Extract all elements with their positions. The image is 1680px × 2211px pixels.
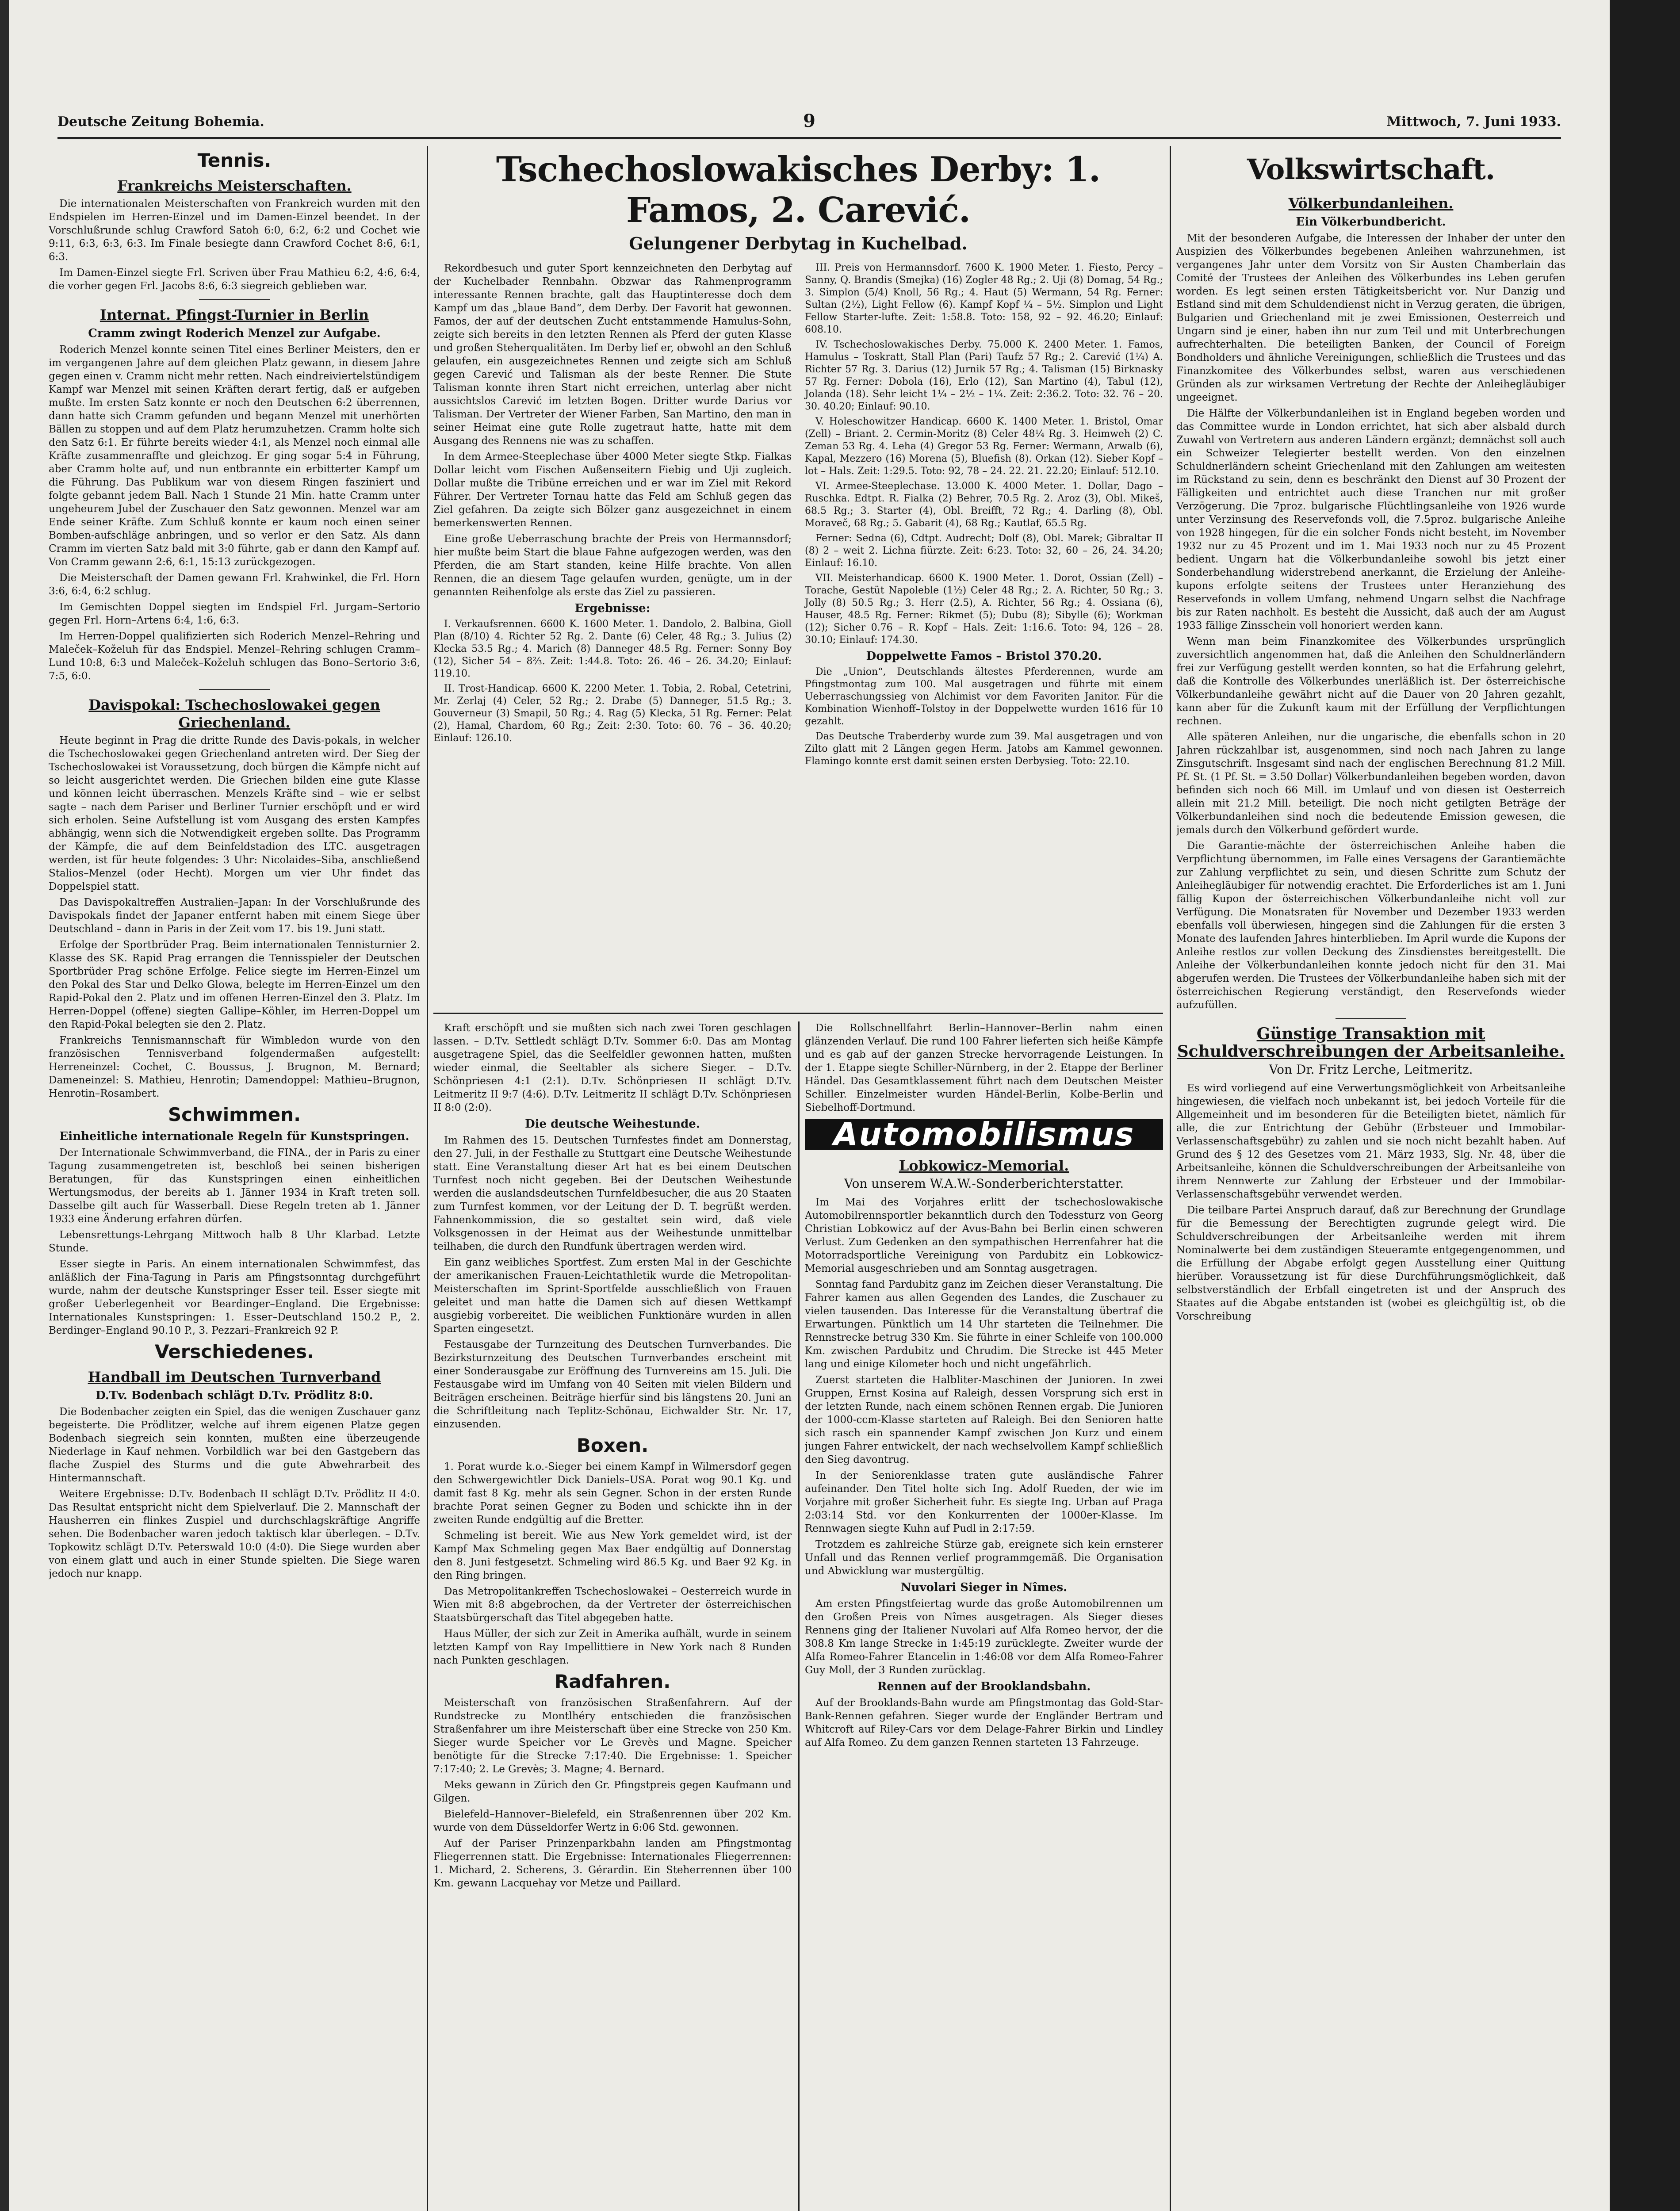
- column-sport-tennis: [49, 146, 420, 2211]
- race-result: IV. Tschechoslowakisches Derby. 75.000 K. 2400 Meter. 1. Famos, Hamulus – Toskratt, Stall Plan (Pari) Taufz 57 Rg.; 2. Carević (1¼) A. Richter 57 Rg. 3. Darius (12) Jurnik 57 Rg.; 4. Talisman (15) Birknasky 57 Rg. Ferner: Dobola (16), Erlo (12), San Martino (4), Tabul (12), Jolanda (18). Sehr leicht 1¼ – 2½ – 1¼. Zeit: 2:36.2. Toto: 32. 76 – 20. 30. 40.20; Einlauf: 90.10.: [805, 339, 1163, 412]
- article-paragraph: Die Rollschnellfahrt Berlin–Hannover–Berlin nahm einen glänzenden Verlauf. Die rund 100 Fahrer lieferten sich heiße Kämpfe und es gab auf der ganzen Strecke hervorragende Leistungen. In der 1. Etappe siegte Schiller-Nürnberg, in der 2. Etappe der Berliner Händel. Das Gesamtklassement führt nach dem Deutschen Meister Schiller. Einzelmeister wurden Händel-Berlin, Kolbe-Berlin und Siebelhoff-Dortmund.: [805, 1022, 1163, 1113]
- section-swimming-heading: Schwimmen.: [168, 1104, 301, 1125]
- article-paragraph: Im Mai des Vorjahres erlitt der tschechoslowakische Automobilrennsportler bekanntlich durch den Todessturz von Georg Christian Lobkowicz auf der Avus-Bahn bei Berlin einen schweren Verlust. Zum Gedenken an den sympathischen Herrenfahrer hat die Motorradsportliche Vereinigung von Pardubitz ein Lobkowicz-Memorial ausgeschrieben und am Sonntag ausgetragen.: [805, 1197, 1163, 1274]
- league-loans-heading: Völkerbundanleihen.: [1288, 195, 1454, 212]
- tennis-france-heading: Frankreichs Meisterschaften.: [117, 177, 352, 194]
- derby-headline: Tschechoslowakisches Derby: 1. Famos, 2. Carević.: [496, 149, 1101, 230]
- column-motorsport: [805, 1021, 1163, 2211]
- article-paragraph: In der Seniorenklasse traten gute ausländische Fahrer aufeinander. Den Titel holte sich Ing. Adolf Rueden, der wie im Vorjahre mit großer Sicherheit fuhr. Es siegte Ing. Urban auf Praga 2:03:14 Std. vor den Konkurrenten der 1000er-Klasse. Im Rennwagen siegte Kuhn auf Pudl in 2:17:59.: [805, 1470, 1163, 1534]
- nuvolari-heading: Nuvolari Sieger in Nîmes.: [900, 1581, 1068, 1594]
- article-paragraph: Rekordbesuch und guter Sport kennzeichneten den Derbytag auf der Kuchelbader Rennbahn. Obzwar das Rahmenprogramm interessante Rennen brachte, galt das Hauptinteresse doch dem Kampf um das „blaue Band“, dem Derby. Der Favorit hat gewonnen. Famos, der auf der deutschen Zucht entstammende Hamulus-Sohn, zeigte sich bereits in den letzten Rennen als Pferd der guten Klasse und großen Steherqualitäten. Im Derby lief er, obwohl an den Schluß gelaufen, ein ausgezeichnetes Rennen und zeigte sich am Schluß gegen Carević und Talisman als der beste Renner. Die Stute Talisman konnte ihren Start nicht erreichen, unterlag aber nicht aussichtslos Carević im letzten Bogen. Dritter wurde Darius vor Talisman. Der Vertreter der Wiener Farben, San Martino, den man in seiner Heimat eine gute Rolle zugetraut hatte, hatte mit dem Ausgang des Rennens nie was zu schaffen.: [433, 263, 792, 447]
- article-paragraph: Die Hälfte der Völkerbundanleihen ist in England begeben worden und das Committee wurde in London errichtet, hat sich aber alsbald durch Zuwahl von Vertretern aus anderen Ländern ergänzt; demnächst soll auch ein Schweizer Telegierter bestellt werden. Von den einzelnen Schuldnerländern scheint Griechenland mit den Zahlungen am weitesten im Rückstand zu sein, denn es beschränkt den Dienst auf 30 Prozent der Fälligkeiten und entrichtet auch diese Tranchen nur mit großer Verzögerung. Die 7proz. bulgarische Flüchtlingsanleihe von 1926 wurde unter Verzinsung des Reservefonds voll, die 7.5proz. bulgarische Anleihe von 1928 hingegen, für die ein solcher Fonds nicht besteht, im November 1932 nur zu 45 Prozent und im 1. Mai 1933 noch nur zu 45 Prozent bedient. Ungarn hat die Völkerbundanleihe sowohl bis jetzt einer Sonderbehandlung widerstrebend anerkannt, die Erzielung der Anleihe-kupons erfolgte seitens der Trustees unter Heranziehung des Reservefonds in vollem Umfang, nehmend Ungarn selbst die Nachfrage bis zur Raten nachholt. Es besteht die Aussicht, daß auch der am August 1933 fällige Zinsschein voll honoriert werden kann.: [1176, 408, 1565, 631]
- article-paragraph: Bielefeld–Hannover–Bielefeld, ein Straßenrennen über 202 Km. wurde von dem Düsseldorfer Wertz in 6:06 Std. gewonnen.: [433, 1809, 792, 1833]
- author-byline: Von Dr. Fritz Lerche, Leitmeritz.: [1269, 1062, 1473, 1077]
- derby-left-column: [433, 262, 792, 770]
- automobilismus-banner: Automobilismus: [805, 1119, 1163, 1150]
- article-paragraph: Die teilbare Partei Anspruch darauf, daß zur Berechnung der Grundlage für die Bemessung der Berechtigten zugrunde gelegt wird. Die Schuldverschreibungen der Arbeitsanleihe werden mit ihrem Nominalwerte bei dem zuständigen Steueramte entgegengenommen, und die Erfüllung der Abgabe erfolgt gegen Ausstellung einer Quittung hierüber. Voraussetzung ist für diese Durchführungsmöglichkeit, daß selbstverständlich der Erbfall eingetreten ist und der Anspruch des Staates auf die Abgabe entstanden ist (wobei es gleichgültig ist, ob die Vorschreibung: [1176, 1205, 1565, 1322]
- derby-article: [433, 146, 1163, 1013]
- league-report-subheading: Ein Völkerbundbericht.: [1296, 215, 1446, 229]
- divider: [199, 689, 270, 690]
- lobkowicz-heading: Lobkowicz-Memorial.: [899, 1157, 1069, 1174]
- section-misc-heading: Verschiedenes.: [155, 1341, 314, 1362]
- article-paragraph: Die internationalen Meisterschaften von Frankreich wurden mit den Endspielen im Herren-Einzel und im Damen-Einzel beendet. In der Vorschlußrunde schlug Crawford Satoh 6:0, 6:2, 6:2 und Cochet wie 9:11, 6:3, 6:3, 6:3. Im Finale besiegte dann Crawford Cochet 8:6, 6:1, 6:3.: [49, 198, 420, 263]
- brooklands-heading: Rennen auf der Brooklandsbahn.: [877, 1680, 1091, 1693]
- article-paragraph: Schmeling ist bereit. Wie aus New York gemeldet wird, ist der Kampf Max Schmeling gegen Max Baer endgültig auf Donnerstag den 8. Juni festgesetzt. Schmeling wird 86.5 Kg. und Baer 92 Kg. in den Ring bringen.: [433, 1530, 792, 1581]
- column-rule: [1170, 146, 1171, 2211]
- article-paragraph: Die Bodenbacher zeigten ein Spiel, das die wenigen Zuschauer ganz begeisterte. Die Prödlitzer, welche auf ihrem eigenen Platze gegen Bodenbach siegreich sein konnten, mußten eine überzeugende Niederlage in Kauf nehmen. Vorbildlich war bei den Gastgebern das flache Zuspiel des Sturms und die gute Abwehrarbeit des Hintermannschaft.: [49, 1406, 420, 1484]
- race-result: III. Preis von Hermannsdorf. 7600 K. 1900 Meter. 1. Fiesto, Percy – Sanny, Q. Brandis (Smejka) (16) Zogler 48 Rg.; 2. Uji (8) Domag, 54 Rg.; 3. Simplon (5/4) Knoll, 56 Rg.; 4. Haut (5) Wermann, 54 Rg. Ferner: Sultan (2½), Light Fellow (6). Kampf Kopf ¼ – 5½. Simplon und Light Fellow Starter-lufte. Zeit: 1:58.8. Toto: 158, 92 – 92. 46.20; Einlauf: 608.10.: [805, 262, 1163, 335]
- article-paragraph: Ein ganz weibliches Sportfest. Zum ersten Mal in der Geschichte der amerikanischen Frauen-Leichtathletik wurde die Metropolitan-Meisterschaften im Sprint-Sportfelde ausschließlich von Frauen geleitet und man hatte die Damen sich auf diesen Wettkampf ausgiebig vorbereitet. Die weiblichen Funktionäre wurden in allen Sparten eingesetzt.: [433, 1257, 792, 1335]
- section-boxing-heading: Boxen.: [576, 1434, 649, 1456]
- race-result: VII. Meisterhandicap. 6600 K. 1900 Meter. 1. Dorot, Ossian (Zell) – Torache, Gestüt Napoleble (1½) Celer 48 Rg.; 2. A. Richter, 50 Rg.; 3. Jolly (8) 50.5 Rg.; 3. Herr (2.5), A. Richter, 56 Rg.; 4. Ossiana (6), Hauser, 48.5 Rg. Ferner: Rikmet (5); Dubu (8); Sibylle (6); Workman (12); Sicher 0.76 – R. Kopf – Hals. Zeit: 1:16.6. Toto: 94, 126 – 28. 30.10; Einlauf: 174.30.: [805, 573, 1163, 646]
- article-paragraph: Alle späteren Anleihen, nur die ungarische, die ebenfalls schon in 20 Jahren rückzahlbar ist, ausgenommen, sind noch nach Jahren zu lange Zinsgutschrift. Insgesamt sind nach der englischen Berechnung 81.2 Mill. Pf. St. (1 Pf. St. = 3.50 Dollar) Völkerbundanleihen begeben worden, davon befinden sich noch 66 Mill. im Umlauf und von diesen ist Oesterreich allein mit 21.2 Mill. beteiligt. Die noch nicht getilgten Beträge der Völkerbundanleihen sind noch die bedeutende Emission gewesen, die jemals durch den Völkerbund gefördert wurde.: [1176, 731, 1565, 836]
- article-paragraph: Auf der Brooklands-Bahn wurde am Pfingstmontag das Gold-Star-Bank-Rennen gefahren. Sieger wurde der Engländer Bertram und Whitcroft auf Riley-Cars vor dem Delage-Fahrer Birkin und Lindley auf Alfa Romeo. Zu dem ganzen Rennen starteten 13 Fahrzeuge.: [805, 1697, 1163, 1748]
- scan-right-edge: [1610, 0, 1680, 2211]
- article-paragraph: Haus Müller, der sich zur Zeit in Amerika aufhält, wurde in seinem letzten Kampf von Ray Impellittiere in New York nach 8 Runden nach Punkten geschlagen.: [433, 1628, 792, 1666]
- economy-section-heading: Volkswirtschaft.: [1247, 153, 1495, 186]
- article-paragraph: Festausgabe der Turnzeitung des Deutschen Turnverbandes. Die Bezirksturnzeitung des Deutschen Turnverbandes erscheint mit einer Sonderausgabe zur Eröffnung des Turnvereins am 15. Juli. Die Festausgabe wird im Umfang von 40 Seiten mit vielen Bildern und Beiträgen erscheinen. Beiträge hierfür sind bis längstens 20. Juni an die Schriftleitung nach Teplitz-Schönau, Eichwalder Str. Nr. 17, einzusenden.: [433, 1339, 792, 1430]
- divider: [1336, 1018, 1406, 1019]
- race-result: VI. Armee-Steeplechase. 13.000 K. 4000 Meter. 1. Dollar, Dago – Ruschka. Edtpt. R. Fialka (2) Behrer, 70.5 Rg. 2. Aroz (3), Obl. Mikeš, 68.5 Rg.; 3. Starter (4), Obl. Breifft, 72 Rg.; 4. Darling (8), Obl. Moraveč, 68 Rg.; 5. Gabarit (4), 68 Rg.; Kautlaf, 65.5 Rg.: [805, 481, 1163, 529]
- article-paragraph: Die Meisterschaft der Damen gewann Frl. Krahwinkel, die Frl. Horn 3:6, 6:4, 6:2 schlug.: [49, 572, 420, 597]
- berlin-subheading: Cramm zwingt Roderich Menzel zur Aufgabe.: [88, 327, 381, 340]
- article-paragraph: Eine große Ueberraschung brachte der Preis von Hermannsdorf; hier mußte beim Start die blaue Fahne aufgezogen werden, was den Pferden, die am Start standen, keine Hilfe brachte. Von allen Rennen, die an diesem Tage gelaufen wurden, genügte, um in der genannten Reihenfolge als erste das Ziel zu passieren.: [433, 533, 792, 598]
- scan-left-edge: [0, 0, 9, 2211]
- weihestunde-heading: Die deutsche Weihestunde.: [525, 1117, 700, 1131]
- section-cycling-heading: Radfahren.: [554, 1671, 671, 1692]
- article-paragraph: Das Deutsche Traberderby wurde zum 39. Mal ausgetragen und von Zilto glatt mit 2 Längen gegen Herm. Jatobs am Kammel gewonnen. Flamingo konnte erst damit seinen ersten Derbysieg. Toto: 22.10.: [805, 731, 1163, 767]
- race-result: II. Trost-Handicap. 6600 K. 2200 Meter. 1. Tobia, 2. Robal, Cetetrini, Mr. Zerlaj (4) Celer, 52 Rg.; 2. Drabe (5) Danneger, 51.5 Rg.; 3. Gouverneur (3) Smapil, 50 Rg.; 4. Rag (5) Klecka, 51 Rg. Ferner: Pelat (2), Hamal, Chardom, 60 Rg.; Zeit: 2:30. Toto: 60. 76 – 36. 40.20; Einlauf: 126.10.: [433, 683, 792, 744]
- article-paragraph: Weitere Ergebnisse: D.Tv. Bodenbach II schlägt D.Tv. Prödlitz II 4:0. Das Resultat entspricht nicht dem Spielverlauf. Die 2. Mannschaft der Hausherren ein flinkes Zuspiel und durchschlagskräftige Angriffe sehen. Die Bodenbacher waren jedoch taktisch klar überlegen. – D.Tv. Topkowitz schlägt D.Tv. Peterswald 10:0 (4:0). Die Siege wurden aber von einem glatt und auch in einer Stunde spielten. Die Siege waren jedoch nur knapp.: [49, 1488, 420, 1580]
- handball-subheading: D.Tv. Bodenbach schlägt D.Tv. Prödlitz 8:0.: [96, 1389, 373, 1402]
- article-paragraph: Erfolge der Sportbrüder Prag. Beim internationalen Tennisturnier 2. Klasse des SK. Rapid Prag errangen die Tennisspieler der Deutschen Sportbrüder Prag schöne Erfolge. Felice siegte im Herren-Einzel um den Pokal des Star und Delko Glowa, belegte im Herren-Einzel um den Rapid-Pokal den 2. Platz und im offenen Herren-Einzel den 3. Platz. Im Herren-Doppel (offene) siegten Gallipe–Köhler, im Herren-Doppel um den Rapid-Pokal belegten sie den 2. Platz.: [49, 939, 420, 1030]
- correspondent-byline: Von unserem W.A.W.-Sonderberichterstatter.: [844, 1176, 1124, 1191]
- article-paragraph: Sonntag fand Pardubitz ganz im Zeichen dieser Veranstaltung. Die Fahrer kamen aus allen Gegenden des Landes, die Zuschauer zu vielen tausenden. Das Interesse für die Veranstaltung übertraf die Erwartungen. Pünktlich um 14 Uhr starteten die Teilnehmer. Die Rennstrecke betrug 330 Km. Sie führte in einer Schleife von 100.000 Km. zwischen Pardubitz und Chrudim. Die Strecke ist 445 Meter lang und einige Kilometer hoch und nicht ungefährlich.: [805, 1279, 1163, 1370]
- article-paragraph: Auf der Pariser Prinzenparkbahn landen am Pfingstmontag Fliegerrennen statt. Die Ergebnisse: Internationales Fliegerrennen: 1. Michard, 2. Scherens, 3. Gérardin. Ein Steherrennen über 100 Km. gewann Lacquehay vor Metze und Paillard.: [433, 1838, 792, 1889]
- article-paragraph: Die „Union“, Deutschlands ältestes Pferderennen, wurde am Pfingstmontag zum 100. Mal ausgetragen und führte mit einem Ueberraschungssieg von Alchimist vor dem Favoriten Janitor. Für die Kombination Wienhoff–Tolstoy in der Doppelwette wurden 1616 für 10 gezahlt.: [805, 666, 1163, 727]
- section-rule: [433, 1013, 1163, 1014]
- berlin-tournament-heading: Internat. Pfingst-Turnier in Berlin: [99, 306, 369, 323]
- article-paragraph: Zuerst starteten die Halbliter-Maschinen der Junioren. In zwei Gruppen, Ernst Kosina auf Raleigh, dessen Vorsprung sich erst in der letzten Runde, nach einem schönen Rennen ergab. Die Junioren der 1000-ccm-Klasse starteten auf Raleigh. Bei den Senioren hatte sich rasch ein spannender Kampf zwischen Jon Kurz und einem jungen Fahrer entwickelt, der nach wechselvollem Kampf schließlich den Sieg davontrug.: [805, 1374, 1163, 1465]
- derby-right-column: [805, 262, 1163, 770]
- article-paragraph: Am ersten Pfingstfeiertag wurde das große Automobilrennen um den Großen Preis von Nîmes ausgetragen. Als Sieger dieses Rennens ging der Italiener Nuvolari auf Alfa Romeo hervor, der die 308.8 Km lange Strecke in 1:45:19 zurücklegte. Zweiter wurde der Alfa Romeo-Fahrer Etancelin in 1:46:08 vor dem Alfa Romeo-Fahrer Guy Moll, der 3 Runden zurücklag.: [805, 1598, 1163, 1676]
- article-paragraph: Im Herren-Doppel qualifizierten sich Roderich Menzel–Rehring und Maleček–Koželuh für das Endspiel. Menzel–Rehring schlugen Cramm–Lund 10:8, 6:3 und Maleček–Koželuh schlugen das Bono–Sertorio 3:6, 7:5, 6:0.: [49, 631, 420, 682]
- article-paragraph: 1. Porat wurde k.o.-Sieger bei einem Kampf in Wilmersdorf gegen den Schwergewichtler Dick Daniels–USA. Porat wog 90.1 Kg. und damit fast 8 Kg. mehr als sein Gegner. Schon in der ersten Runde brachte Porat seinen Gegner zu Boden und schickte ihn in der zweiten Runde endgültig auf die Bretter.: [433, 1461, 792, 1526]
- article-paragraph: Kraft erschöpft und sie mußten sich nach zwei Toren geschlagen lassen. – D.Tv. Settledt schlägt D.Tv. Sommer 6:0. Das am Montag ausgetragene Spiel, das die Seelfeldler gewonnen hatten, mußten wieder einmal, die Seeltabler als sichere Sieger. – D.Tv. Schönpriesen 4:1 (2:1). D.Tv. Schönpriesen II schlägt D.Tv. Leitmeritz II 9:7 (4:6). D.Tv. Leitmeritz II schlägt D.Tv. Schönpriesen II 8:0 (2:0).: [433, 1022, 792, 1113]
- double-bet-result: Doppelwette Famos – Bristol 370.20.: [866, 650, 1102, 663]
- column-rule: [427, 146, 428, 2211]
- davis-cup-heading: Davispokal: Tschechoslowakei gegen Griechenland.: [88, 696, 380, 731]
- article-paragraph: Die Garantie-mächte der österreichischen Anleihe haben die Verpflichtung übernommen, im Falle eines Versagens der Garantiemächte zur Zahlung verpflichtet zu sein, und diesen Schritte zum Schutz der Anleihegläubiger für notwendig erachtet. Die Erforderliches ist am 1. Juni fällig Kupon der österreichischen Völkerbundanleihe nicht voll zur Verfügung. Die Monatsraten für November und Dezember 1933 werden ebenfalls voll überwiesen, hingegen sind die Zahlungen für die ersten 3 Monate des laufenden Jahres hinterblieben. Im April wurde die Kupons der Anleihe restlos zur vollen Deckung des Zinsdienstes bereitgestellt. Die Anleihe der Völkerbundanleihen konnte jedoch nicht für den 31. Mai abgerufen werden. Die Trustees der Völkerbundanleihe haben sich mit der österreichischen Regierung verständigt, den Reservefonds wieder aufzufüllen.: [1176, 840, 1565, 1011]
- article-paragraph: Roderich Menzel konnte seinen Titel eines Berliner Meisters, den er im vergangenen Jahre auf dem gleichen Platz gewann, in diesem Jahre gegen einen v. Cramm nicht mehr retten. Nach eindreiviertelstündigem Kampf war Menzel mit seinen Kräften derart fertig, daß er aufgeben mußte. Im ersten Satz konnte er noch den Deutschen 6:2 überrennen, dann hatte sich Cramm gefunden und begann Menzel mit unerhörten Bällen zu stoppen und auf dem Platz herumzuhetzen. Cramm holte sich den Satz 6:1. Er führte bereits wieder 4:1, als Menzel noch einmal alle Kräfte zusammenraffte und gleichzog. Er ging sogar 5:4 in Führung, aber Cramm holte auf, und nun entbrannte ein erbitterter Kampf um die Führung. Das Publikum war von diesem Ringen fasziniert und folgte gebannt jedem Ball. Nach 1 Stunde 21 Min. hatte Cramm unter ungeheurem Jubel der Zuschauer den Satz gewonnen. Menzel war am Ende seiner Kräfte. Zum Schluß konnte er kaum noch einen seiner Bomben-aufschläge anbringen, und so verlor er den Satz. Als dann Cramm im vierten Satz bald mit 3:0 führte, gab er dann den Kampf auf. Von Cramm gewann 2:6, 6:1, 15:13 zurückgezogen.: [49, 344, 420, 568]
- race-result: V. Holeschowitzer Handicap. 6600 K. 1400 Meter. 1. Bristol, Omar (Zell) – Briant. 2. Cermin-Moritz (8) Celer 48¼ Rg. 3. Heimweh (2) C. Zeman 53 Rg. 4. Leha (4) Gregor 53 Rg. Ferner: Wermann, Arwalb (6), Kapal, Mezzero (16) Morena (5), Bluefish (8). Orkan (12). Sieber Kopf – lot – Hals. Zeit: 1:29.5. Toto: 92, 78 – 24. 22. 21. 22.20; Einlauf: 512.10.: [805, 416, 1163, 477]
- page-number: 9: [803, 111, 815, 131]
- article-paragraph: Meisterschaft von französischen Straßenfahrern. Auf der Rundstrecke zu Montlhéry entschieden die französischen Straßenfahrer um ihre Meisterschaft über eine Strecke von 250 Km. Sieger wurde Speicher vor Le Grevès und Magne. Speicher benötigte für die Strecke 7:17:40. Die Ergebnisse: 1. Speicher 7:17:40; 2. Le Grevès; 3. Magne; 4. Bernard.: [433, 1697, 792, 1775]
- column-rule: [798, 1021, 800, 2211]
- transaction-heading: Günstige Transaktion mit Schuldverschreibungen der Arbeitsanleihe.: [1177, 1025, 1565, 1061]
- results-heading: Ergebnisse:: [574, 602, 651, 615]
- section-tennis-heading: Tennis.: [197, 149, 272, 171]
- column-sport-misc: [433, 1021, 792, 2211]
- handball-heading: Handball im Deutschen Turnverband: [88, 1369, 381, 1385]
- running-head: [57, 106, 1561, 139]
- derby-two-columns: [433, 262, 1163, 770]
- swimming-rules-heading: Einheitliche internationale Regeln für Kunstspringen.: [59, 1130, 409, 1143]
- article-paragraph: Im Rahmen des 15. Deutschen Turnfestes findet am Donnerstag, den 27. Juli, in der Festhalle zu Stuttgart eine Deutsche Weihestunde statt. Eine Veranstaltung dieser Art hat es bei einem Deutschen Turnfest noch nicht gegeben. Bei der Deutschen Weihestunde werden die auslandsdeutschen Turnfeldbesucher, die aus 20 Staaten zum Turnfest kommen, vor der Leitung der D. T. begrüßt werden. Fahnenkommission, die so gestaltet sein wird, daß viele Volksgenossen in der Heimat aus der Weihestunde unmittelbar teilhaben, die durch den Rundfunk übertragen werden wird.: [433, 1135, 792, 1252]
- article-paragraph: Trotzdem es zahlreiche Stürze gab, ereignete sich kein ernsterer Unfall und das Rennen verlief programmgemäß. Die Organisation und Abwicklung war mustergültig.: [805, 1539, 1163, 1577]
- article-paragraph: Das Davispokaltreffen Australien–Japan: In der Vorschlußrunde des Davispokals findet der Japaner entfernt haben mit einem Siege über Deutschland – dann in Paris in der Zeit vom 17. bis 19. Juni statt.: [49, 897, 420, 935]
- article-paragraph: Mit der besonderen Aufgabe, die Interessen der Inhaber der unter den Auspizien des Völkerbundes begebenen Anleihen wahrzunehmen, ist vergangenes Jahr unter dem Vorsitz von Sir Austen Chamberlain das Comité der Trustees der Anleihen des Völkerbundes ins Leben gerufen worden. Es legt seinen ersten Tätigkeitsbericht vor. Nur Danzig und Estland sind mit dem Schuldendienst nicht in Verzug geraten, die übrigen, Bulgarien und Griechenland mit je zwei Emissionen, Oesterreich und Ungarn sind je einer, haben ihn nur zum Teil und mit Unterbrechungen aufrechterhalten. Die beteiligten Banken, der Council of Foreign Bondholders und ähnliche Vereinigungen, schließlich die Trustees und das Finanzkomitee des Völkerbundes selbst, waren aus verschiedenen Gründen als zur wirksamen Vertretung der Rechte der Anleihegläubiger ungeeignet.: [1176, 233, 1565, 403]
- article-paragraph: Das Metropolitankreffen Tschechoslowakei – Oesterreich wurde in Wien mit 8:8 abgebrochen, da der Vertreter der österreichischen Staatsbürgerschaft das Titel abgegeben hatte.: [433, 1586, 792, 1624]
- article-paragraph: Der Internationale Schwimmverband, die FINA., der in Paris zu einer Tagung zusammengetreten ist, beschloß bei seinen bisherigen Beratungen, für das Kunstspringen einen einheitlichen Wertungsmodus, der bereits ab 1. Jänner 1934 in Kraft treten soll. Dasselbe gilt auch für Wasserball. Diese Regeln treten ab 1. Jänner 1933 eine Änderung erfahren dürfen.: [49, 1147, 420, 1225]
- race-result: I. Verkaufsrennen. 6600 K. 1600 Meter. 1. Dandolo, 2. Balbina, Gioll Plan (8/10) 4. Richter 52 Rg. 2. Dante (6) Celer, 48 Rg.; 3. Julius (2) Klecka 53.5 Rg.; 4. Marich (8) Danneger 48.5 Rg. Ferner: Sonny Boy (12), Sicher 54 – 8⅔. Zeit: 1:44.8. Toto: 26. 46 – 26. 34.20; Einlauf: 119.10.: [433, 619, 792, 679]
- article-paragraph: In dem Armee-Steeplechase über 4000 Meter siegte Stkp. Fialkas Dollar leicht vom Fischen Außenseitern Fiebig und Uji zugleich. Dollar mußte die Tribüne erreichen und er war im Ziel mit Rekord Führer. Der Vertreter Tornau hatte das Feld am Schluß gegen das Ziel gefahren. Da zeigte sich Bölzer ganz ausgezeichnet in einem bemerkenswerten Rennen.: [433, 451, 792, 529]
- column-economy: [1176, 146, 1565, 2211]
- article-paragraph: Im Gemischten Doppel siegten im Endspiel Frl. Jurgam–Sertorio gegen Frl. Horn–Artens 6:4, 1:6, 6:3.: [49, 601, 420, 626]
- article-paragraph: Frankreichs Tennismannschaft für Wimbledon wurde von den französischen Tennisverband folgendermaßen aufgestellt: Herreneinzel: Cochet, C. Boussus, J. Brugnon, M. Bernard; Dameneinzel: S. Mathieu, Henrotin; Damendoppel: Mathieu–Brugnon, Henrotin–Rosambert.: [49, 1035, 420, 1099]
- newspaper-page: [9, 0, 1610, 2211]
- derby-subheadline: Gelungener Derbytag in Kuchelbad.: [629, 233, 968, 253]
- article-paragraph: Im Damen-Einzel siegte Frl. Scriven über Frau Mathieu 6:2, 4:6, 6:4, die vorher gegen Frl. Jacobs 8:6, 6:3 siegreich geblieben war.: [49, 267, 420, 292]
- article-paragraph: Es wird vorliegend auf eine Verwertungsmöglichkeit von Arbeitsanleihe hingewiesen, die vielfach noch unbekannt ist, bei jedoch Vorteile für die Allgemeinheit und im besonderen für die Beteiligten bietet, nämlich für alle, die zur Entrichtung der Gebühr (Erbsteuer und Immobilar-Verlassenschaftsgebühr) zu zahlen und sie noch nicht bezahlt haben. Auf Grund des § 12 des Gesetzes vom 21. März 1933, Slg. Nr. 48, über die Arbeitsanleihe, können die Schuldverschreibungen der Arbeitsanleihe von ihrem Nennwerte zur Zahlung der Erbsteuer und der Immobilar-Verlassenschaftsgebühr verwendet werden.: [1176, 1083, 1565, 1200]
- article-paragraph: Wenn man beim Finanzkomitee des Völkerbundes ursprünglich zuversichtlich angenommen hat, daß die Anleihen den Schuldnerländern frei zur Verfügung gestellt werden konnten, so hat die Erfahrung gelehrt, daß die Kontrolle des Völkerbundes unerläßlich ist. Der österreichische Völkerbundanleihe gewährt nicht auf die Dauer von 20 Jahren gezahlt, kann aber für die Zukunft kaum mit der Erfüllung der Verpflichtungen rechnen.: [1176, 636, 1565, 727]
- issue-date: Mittwoch, 7. Juni 1933.: [1386, 114, 1561, 130]
- article-paragraph: Esser siegte in Paris. An einem internationalen Schwimmfest, das anläßlich der Fina-Tagung in Paris am Pfingstsonntag durchgeführt wurde, nahm der deutsche Kunstspringer Esser teil. Esser siegte mit großer Ueberlegenheit vor Beardinger–England. Die Ergebnisse: Internationales Kunstspringen: 1. Esser–Deutschland 150.2 P., 2. Berdinger–England 90.10 P., 3. Pezzari–Frankreich 92 P.: [49, 1259, 420, 1336]
- newspaper-title: Deutsche Zeitung Bohemia.: [57, 114, 264, 130]
- race-result: Ferner: Sedna (6), Cdtpt. Audrecht; Dolf (8), Obl. Marek; Gibraltar II (8) 2 – weit 2. Lichna fiürzte. Zeit: 6:23. Toto: 32, 60 – 26, 24. 34.20; Einlauf: 16.10.: [805, 533, 1163, 569]
- article-paragraph: Lebensrettungs-Lehrgang Mittwoch halb 8 Uhr Klarbad. Letzte Stunde.: [49, 1229, 420, 1254]
- article-paragraph: Meks gewann in Zürich den Gr. Pfingstpreis gegen Kaufmann und Gilgen.: [433, 1779, 792, 1804]
- article-paragraph: Heute beginnt in Prag die dritte Runde des Davis-pokals, in welcher die Tschechoslowakei gegen Griechenland antreten wird. Der Sieg der Tschechoslowakei ist Voraussetzung, doch bürgen die Kämpfe nicht auf so leicht ausgerichtet werden. Die Griechen bilden eine gute Klasse und können leicht überraschen. Menzels Kräfte sind – wie er selbst sagte – nach dem Pariser und Berliner Turnier erschöpft und er wird sich erholen. Seine Aufstellung ist vom Ausgang des ersten Kampfes abhängig, wenn sich die Notwendigkeit ergeben sollte. Das Programm der Kämpfe, die auf dem Beinfeldstadion des LTC. ausgetragen werden, ist für heute folgendes: 3 Uhr: Nicolaides–Siba, anschließend Stalios–Menzel (oder Hecht). Morgen um vier Uhr findet das Doppelspiel statt.: [49, 735, 420, 892]
- divider: [199, 299, 270, 300]
